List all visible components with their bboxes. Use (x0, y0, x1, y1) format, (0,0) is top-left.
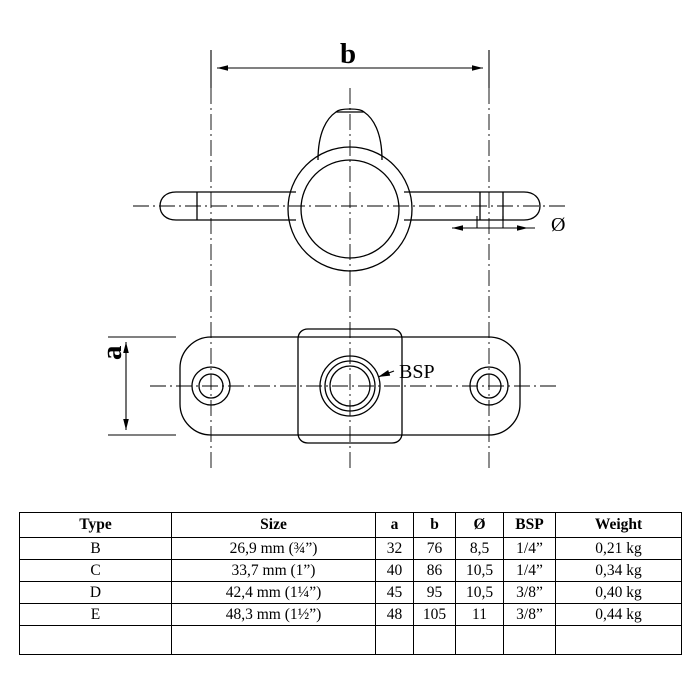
table-row (20, 604, 682, 626)
cell-weight: 0,34 kg (556, 560, 682, 582)
cell-b: 86 (414, 560, 456, 582)
cell-weight: 0,40 kg (556, 582, 682, 604)
cell-a: 45 (376, 582, 414, 604)
spacer-cell (414, 626, 456, 655)
spacer-cell (20, 626, 172, 655)
header-bsp: BSP (504, 513, 556, 538)
cell-diameter: 10,5 (456, 560, 504, 582)
cell-weight: 0,21 kg (556, 538, 682, 560)
cell-b: 95 (414, 582, 456, 604)
cell-bsp: 1/4” (504, 560, 556, 582)
cell-size: 33,7 mm (1”) (172, 560, 376, 582)
cell-type: D (20, 582, 172, 604)
spacer-cell (556, 626, 682, 655)
centerlines (133, 88, 567, 468)
cell-type: B (20, 538, 172, 560)
dimension-label-diameter: Ø (551, 214, 566, 236)
specification-table (19, 512, 682, 655)
cell-b: 76 (414, 538, 456, 560)
spacer-cell (456, 626, 504, 655)
header-b: b (414, 513, 456, 538)
header-a: a (376, 513, 414, 538)
cell-a: 40 (376, 560, 414, 582)
table-row (20, 582, 682, 604)
table-row (20, 560, 682, 582)
cell-type: C (20, 560, 172, 582)
cell-b: 105 (414, 604, 456, 626)
header-size: Size (172, 513, 376, 538)
header-weight: Weight (556, 513, 682, 538)
cell-a: 32 (376, 538, 414, 560)
cell-type: E (20, 604, 172, 626)
cell-diameter: 8,5 (456, 538, 504, 560)
spacer-cell (504, 626, 556, 655)
leader-bsp (378, 371, 394, 377)
spacer-cell (376, 626, 414, 655)
spacer-cell (172, 626, 376, 655)
table-header-row (20, 513, 682, 538)
cell-bsp: 3/8” (504, 604, 556, 626)
dimension-label-a: a (96, 345, 128, 360)
cell-a: 48 (376, 604, 414, 626)
dimension-diameter (452, 216, 535, 228)
cell-size: 48,3 mm (1½”) (172, 604, 376, 626)
header-diameter: Ø (456, 513, 504, 538)
table-spacer-row (20, 626, 682, 655)
cell-diameter: 10,5 (456, 582, 504, 604)
table-row (20, 538, 682, 560)
cell-bsp: 3/8” (504, 582, 556, 604)
cell-weight: 0,44 kg (556, 604, 682, 626)
cell-bsp: 1/4” (504, 538, 556, 560)
header-type: Type (20, 513, 172, 538)
dimension-label-b: b (340, 38, 357, 70)
callout-label-bsp: BSP (399, 361, 435, 383)
cell-diameter: 11 (456, 604, 504, 626)
cell-size: 26,9 mm (¾”) (172, 538, 376, 560)
cell-size: 42,4 mm (1¼”) (172, 582, 376, 604)
